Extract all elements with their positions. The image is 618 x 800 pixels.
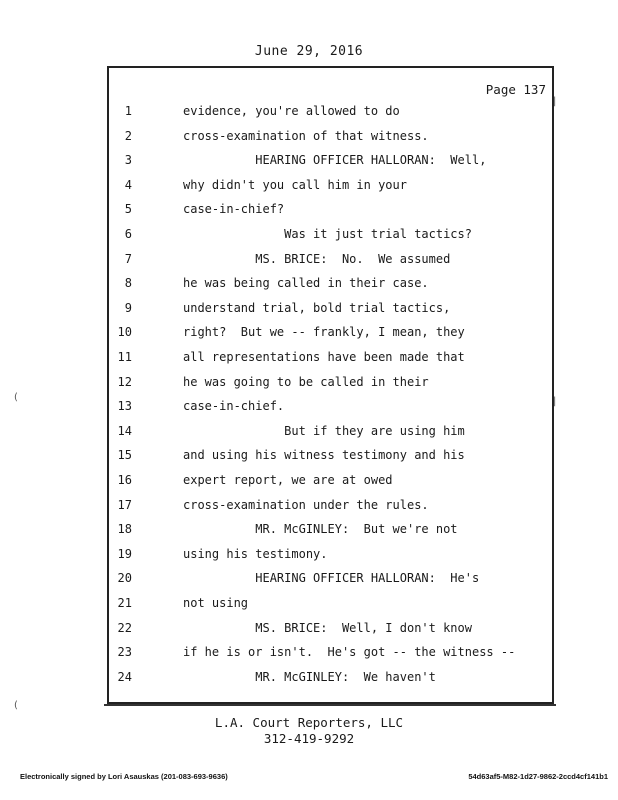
line-text: cross-examination of that witness.	[183, 128, 429, 143]
page-number: Page 137	[485, 82, 546, 97]
line-text: and using his witness testimony and his	[183, 448, 465, 463]
line-number: 18	[117, 522, 132, 537]
line-text: he was going to be called in their	[183, 374, 429, 389]
line-text: cross-examination under the rules.	[183, 497, 429, 512]
line-number: 21	[117, 596, 132, 610]
line-text: understand trial, bold trial tactics,	[183, 300, 451, 315]
electronic-signature: Electronically signed by Lori Asauskas (201-083-693-9636)	[20, 772, 228, 781]
line-number: 7	[124, 251, 132, 266]
line-text: all representations have been made that	[183, 350, 465, 364]
margin-tick: |	[553, 396, 557, 407]
line-text: not using	[183, 596, 249, 610]
line-text: HEARING OFFICER HALLORAN: He's	[183, 571, 480, 586]
line-text: case-in-chief?	[183, 202, 285, 217]
line-text: Was it just trial tactics?	[183, 227, 472, 241]
line-text: why didn't you call him in your	[183, 177, 407, 192]
line-number: 16	[117, 473, 132, 487]
line-text: expert report, we are at owed	[183, 473, 393, 487]
line-number: 6	[124, 227, 132, 241]
hole-punch-mark: (	[14, 392, 18, 403]
line-text: using his testimony.	[183, 546, 328, 561]
line-number: 15	[117, 448, 132, 463]
margin-tick: |	[553, 96, 557, 107]
document-id: 54d63af5-M82-1d27-9862-2ccd4cf141b1	[468, 772, 608, 781]
line-number: 9	[124, 300, 132, 315]
line-text: he was being called in their case.	[183, 276, 429, 291]
line-text: evidence, you're allowed to do	[183, 104, 400, 118]
line-number: 17	[117, 497, 132, 512]
line-number: 8	[124, 276, 132, 291]
line-text: if he is or isn't. He's got -- the witness --	[183, 645, 516, 660]
line-number: 2	[124, 128, 132, 143]
line-number: 12	[117, 374, 132, 389]
line-text: MS. BRICE: No. We assumed	[183, 251, 451, 266]
line-text: case-in-chief.	[183, 399, 285, 414]
line-number: 10	[117, 325, 132, 340]
line-number: 14	[117, 423, 132, 438]
frame-bottom-rule	[104, 704, 556, 706]
line-number: 4	[124, 177, 132, 192]
line-number: 11	[117, 350, 132, 364]
line-number: 22	[117, 620, 132, 635]
hole-punch-mark: (	[14, 700, 18, 711]
line-number: 5	[124, 202, 132, 217]
line-number: 3	[124, 153, 132, 168]
line-number: 23	[117, 645, 132, 660]
line-text: MS. BRICE: Well, I don't know	[183, 620, 472, 635]
line-number: 20	[117, 571, 132, 586]
reporter-name: L.A. Court Reporters, LLC	[214, 715, 404, 730]
line-number: 24	[117, 669, 132, 684]
line-number: 1	[124, 104, 132, 118]
reporter-phone: 312-419-9292	[263, 731, 355, 746]
line-text: But if they are using him	[183, 423, 465, 438]
line-text: right? But we -- frankly, I mean, they	[183, 325, 465, 340]
line-number: 19	[117, 546, 132, 561]
line-text: MR. McGINLEY: We haven't	[183, 669, 436, 684]
line-number: 13	[117, 399, 132, 414]
line-text: MR. McGINLEY: But we're not	[183, 522, 458, 537]
line-text: HEARING OFFICER HALLORAN: Well,	[183, 153, 487, 168]
transcript-date: June 29, 2016	[254, 44, 364, 59]
